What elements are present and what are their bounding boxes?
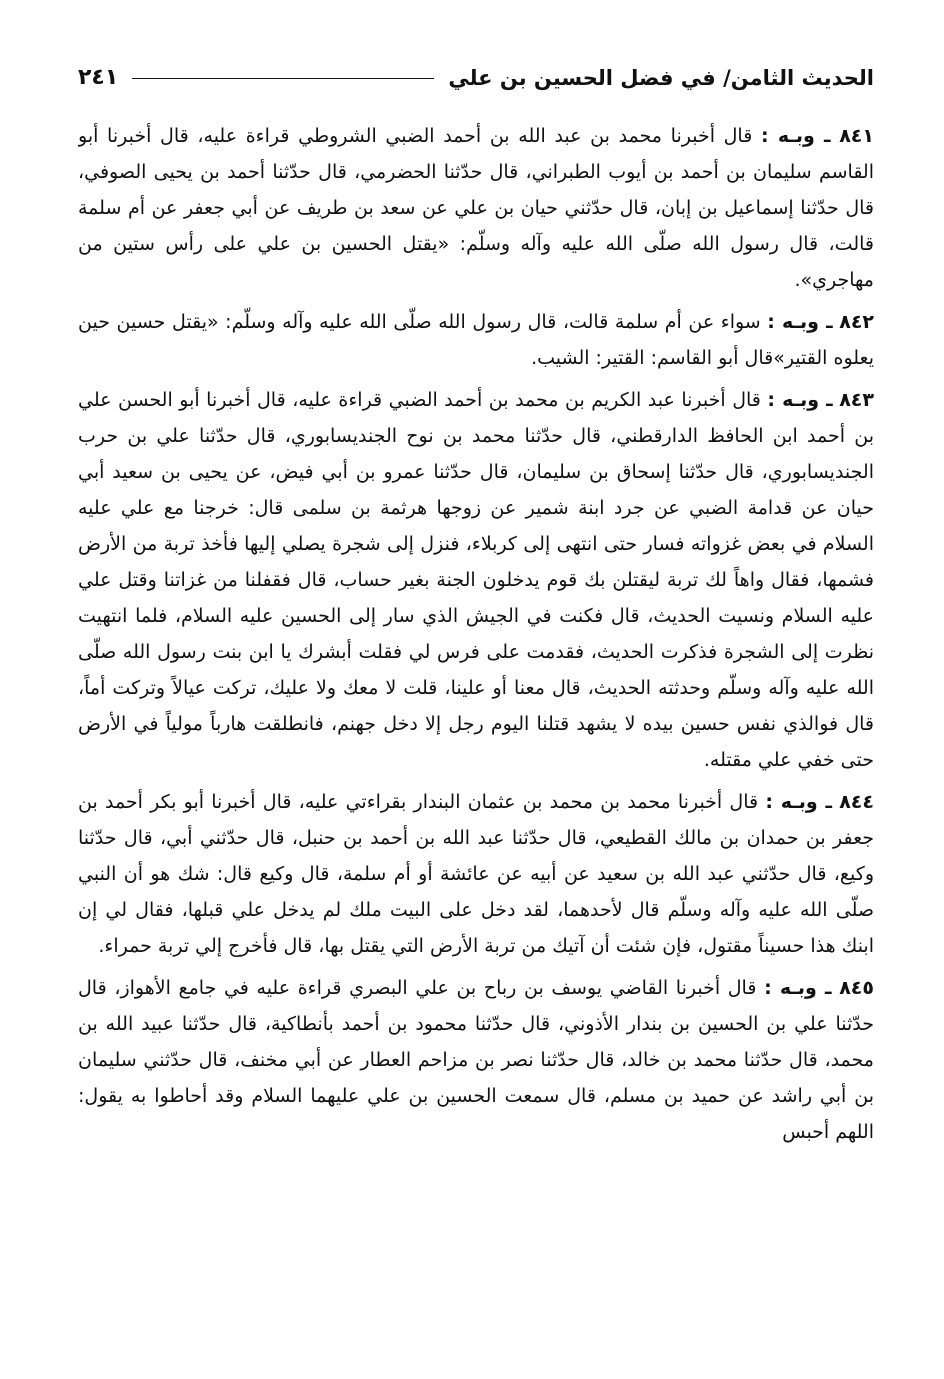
hadith-text: قال أخبرنا القاضي يوسف بن رباح بن علي البصري قراءة عليه في جامع الأهواز، قال حدّثنا علي بن الحسين بن بندار الأذوني، قال حدّثنا محمود بن أحمد بأنطاكية، قال حدّثنا عبيد الله بن محمد، قال حدّثنا محمد بن خالد، قال حدّثنا نصر بن مزاحم العطار عن أبي مخنف، قال حدّثني سليمان بن أبي راشد عن حميد بن مسلم، قال سمعت الحسين بن علي عليهما السلام وقد أحاطوا به يقول: اللهم أحبس bbox=[78, 977, 874, 1143]
hadith-paragraph-842 bbox=[78, 304, 874, 376]
header-title: الحديث الثامن/ في فضل الحسين بن علي bbox=[448, 66, 874, 90]
running-header bbox=[78, 58, 874, 98]
hadith-text: قال أخبرنا عبد الكريم بن محمد بن أحمد الضبي قراءة عليه، قال أخبرنا أبو الحسن علي بن أحمد ابن الحافظ الدارقطني، قال حدّثنا محمد بن نوح الجنديسابوري، قال حدّثنا علي بن حرب الجنديسابوري، قال حدّثنا إسحاق بن سليمان، قال حدّثنا عمرو بن أبي فيض، عن يحيى بن سعيد أبي حيان عن قدامة الضبي عن جرد ابنة شمير عن زوجها هرثمة بن سلمى قال: خرجنا مع علي عليه السلام في بعض غزواته فسار حتى انتهى إلى كربلاء، فنزل إلى شجرة يصلي إليها فأخذ تربة من الأرض فشمها، فقال واهاً لك تربة ليقتلن بك قوم يدخلون الجنة بغير حساب، قال فقفلنا من غزاتنا وقتل علي عليه السلام ونسيت الحديث، قال فكنت في الجيش الذي سار إلى الحسين عليه السلام، فلما انتهيت نظرت إلى الشجرة فذكرت الحديث، فقدمت على فرس لي فقلت أبشرك يا ابن بنت رسول الله صلّى الله عليه وآله وسلّم وحدثته الحديث، قال معنا أو علينا، قلت لا معك ولا عليك، تركت عيالاً وتركت أماً، قال فوالذي نفس حسين بيده لا يشهد قتلنا اليوم رجل إلا دخل جهنم، فانطلقت هارباً مولياً في الأرض حتى خفي علي مقتله. bbox=[78, 389, 874, 771]
hadith-paragraph-843 bbox=[78, 382, 874, 778]
hadith-text: قال أخبرنا محمد بن محمد بن عثمان البندار بقراءتي عليه، قال أخبرنا أبو بكر أحمد بن جعفر بن حمدان بن مالك القطيعي، قال حدّثنا عبد الله بن أحمد بن حنبل، قال حدّثني أبي، قال حدّثنا وكيع، قال حدّثني عبد الله بن سعيد عن أبيه عن عائشة أو أم سلمة، قال وكيع قال: شك هو أن النبي صلّى الله عليه وآله وسلّم قال لأحدهما، لقد دخل على البيت ملك لم يدخل علي قبلها، فقال لي إن ابنك هذا حسيناً مقتول، فإن شئت أن آتيك من تربة الأرض التي يقتل بها، قال فأخرج إلي تربة حمراء. bbox=[78, 791, 874, 957]
hadith-number: ٨٤٢ bbox=[839, 311, 874, 333]
hadith-paragraph-841 bbox=[78, 118, 874, 298]
page-number: ٢٤١ bbox=[78, 65, 119, 90]
hadith-text: قال أخبرنا محمد بن عبد الله بن أحمد الضبي الشروطي قراءة عليه، قال أخبرنا أبو القاسم سليمان بن أحمد بن أيوب الطبراني، قال حدّثنا الحضرمي، قال حدّثنا أحمد بن يحيى الصوفي، قال حدّثنا إسماعيل بن إبان، قال حدّثني حيان بن علي عن سعد بن طريف عن أبي جعفر عن أم سلمة قالت، قال رسول الله صلّى الله عليه وآله وسلّم: «يقتل الحسين بن علي على رأس ستين من مهاجري». bbox=[78, 125, 874, 291]
hadith-lead: ـ وبـه : bbox=[764, 977, 832, 999]
header-rule bbox=[132, 78, 434, 79]
hadith-text: سواء عن أم سلمة قالت، قال رسول الله صلّى الله عليه وآله وسلّم: «يقتل حسين حين يعلوه القتير»قال أبو القاسم: القتير: الشيب. bbox=[78, 311, 874, 369]
body-text bbox=[78, 118, 874, 1363]
hadith-lead: ـ وبـه : bbox=[760, 125, 831, 147]
hadith-lead: ـ وبـه : bbox=[765, 791, 832, 813]
hadith-paragraph-845 bbox=[78, 970, 874, 1150]
hadith-number: ٨٤٥ bbox=[839, 977, 874, 999]
hadith-paragraph-844 bbox=[78, 784, 874, 964]
hadith-number: ٨٤٣ bbox=[839, 389, 874, 411]
hadith-lead: ـ وبـه : bbox=[767, 389, 833, 411]
hadith-number: ٨٤١ bbox=[839, 125, 874, 147]
hadith-number: ٨٤٤ bbox=[839, 791, 874, 813]
hadith-lead: ـ وبـه : bbox=[767, 311, 833, 333]
